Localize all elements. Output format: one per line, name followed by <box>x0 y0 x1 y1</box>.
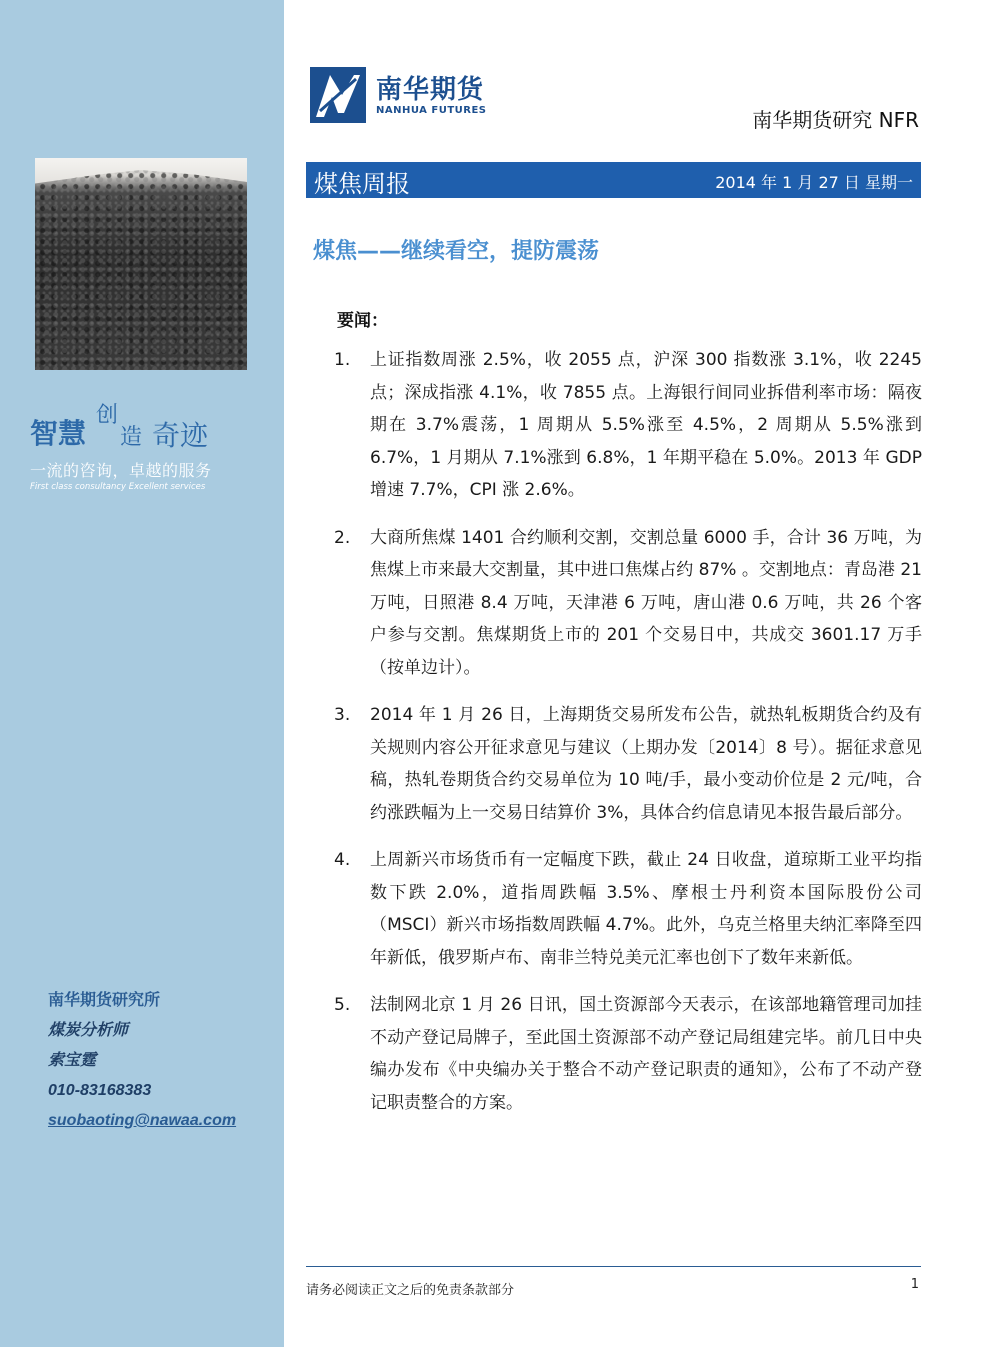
news-item <box>334 344 922 507</box>
contact-org: 南华期货研究所 <box>48 992 161 1009</box>
news-item-text: 法制网北京 1 月 26 日讯，国土资源部今天表示，在该部地籍管理司加挂不动产登记局牌子，至此国土资源部不动产登记局组建完毕。前几日中央编办发布《中央编办关于整合不动产登记职责的通知》，公布了不动产登记职责整合的方案。 <box>370 995 922 1113</box>
news-list <box>334 344 922 1134</box>
news-item <box>334 844 922 974</box>
brand-research-label: 南华期货研究 NFR <box>752 108 919 132</box>
news-item <box>334 699 922 829</box>
slogan-word-qiji: 奇迹 <box>152 419 209 452</box>
page-number: 1 <box>910 1277 919 1292</box>
report-title-bar <box>306 162 921 198</box>
footer-divider <box>306 1266 921 1267</box>
news-item-number: 3. <box>334 705 351 725</box>
slogan-word-zhihui: 智慧 <box>30 417 87 450</box>
slogan-word-zao: 造 <box>120 425 143 450</box>
news-item <box>334 989 922 1119</box>
sidebar <box>0 0 284 1347</box>
news-item-text: 2014 年 1 月 26 日，上海期货交易所发布公告，就热轧板期货合约及有关规则内容公开征求意见与建议（上期办发〔2014〕8 号）。据征求意见稿，热轧卷期货合约交易单位为 10 吨/手，最小变动价位是 2 元/吨，合约涨跌幅为上一交易日结算价 3%，具体合约信息请见本报告最后部分。 <box>370 705 922 823</box>
news-item-text: 大商所焦煤 1401 合约顺利交割，交割总量 6000 手，合计 36 万吨，为焦煤上市来最大交割量，其中进口焦煤占约 87% 。交割地点：青岛港 21 万吨，日照港 8.4 万吨，天津港 6 万吨，唐山港 0.6 万吨，共 26 个客户参与交割。焦煤期货上市的 201 个交易日中，共成交 3601.17 万手（按单边计）。 <box>370 527 922 678</box>
contact-analyst-name: 索宝霆 <box>48 1052 97 1069</box>
contact-email-link[interactable]: suobaoting@nawaa.com <box>48 1112 237 1129</box>
slogan-word-chuang: 创 <box>96 403 119 428</box>
news-item-number: 1. <box>334 350 351 370</box>
company-logo <box>310 67 487 123</box>
slogan-main <box>30 398 230 456</box>
news-item-number: 4. <box>334 850 351 870</box>
news-item-text: 上周新兴市场货币有一定幅度下跌，截止 24 日收盘，道琼斯工业平均指数下跌 2.0%，道指周跌幅 3.5%、摩根士丹利资本国际股份公司（MSCI）新兴市场指数周跌幅 4.7%。此外，乌克兰格里夫纳汇率降至四年新低，俄罗斯卢布、南非兰特兑美元汇率也创下了数年来新低。 <box>370 850 922 968</box>
news-item-number: 5. <box>334 995 351 1015</box>
coal-pile-photo <box>35 158 247 370</box>
report-date: 2014 年 1 月 27 日 星期一 <box>715 173 913 192</box>
report-type: 煤焦周报 <box>314 170 410 198</box>
contact-phone: 010-83168383 <box>48 1082 152 1099</box>
disclaimer-note: 请务必阅读正文之后的免责条款部分 <box>306 1283 515 1298</box>
slogan <box>30 398 230 492</box>
news-item <box>334 522 922 685</box>
nanhua-logo-icon <box>310 67 366 123</box>
slogan-subtitle: 一流的咨询，卓越的服务 <box>30 461 212 480</box>
news-item-text: 上证指数周涨 2.5%，收 2055 点，沪深 300 指数涨 3.1%，收 2245 点；深成指涨 4.1%，收 7855 点。上海银行间同业拆借利率市场：隔夜期在 3.7%震荡，1 周期从 5.5%涨至 4.5%，2 周期从 5.5%涨到 6.7%，1 月期从 7.1%涨到 6.8%，1 年期平稳在 5.0%。2013 年 GDP 增速 7.7%，CPI 涨 2.6%。 <box>370 350 922 500</box>
analyst-contact <box>48 986 236 1136</box>
photo-sky <box>35 158 247 188</box>
slogan-english: First class consultancy Excellent services <box>30 482 206 492</box>
report-headline: 煤焦——继续看空，提防震荡 <box>313 239 600 264</box>
contact-role: 煤炭分析师 <box>48 1022 129 1039</box>
logo-english-name: NANHUA FUTURES <box>376 104 487 116</box>
logo-chinese-name: 南华期货 <box>376 74 485 105</box>
news-item-number: 2. <box>334 527 351 548</box>
news-section-label: 要闻： <box>337 311 388 331</box>
